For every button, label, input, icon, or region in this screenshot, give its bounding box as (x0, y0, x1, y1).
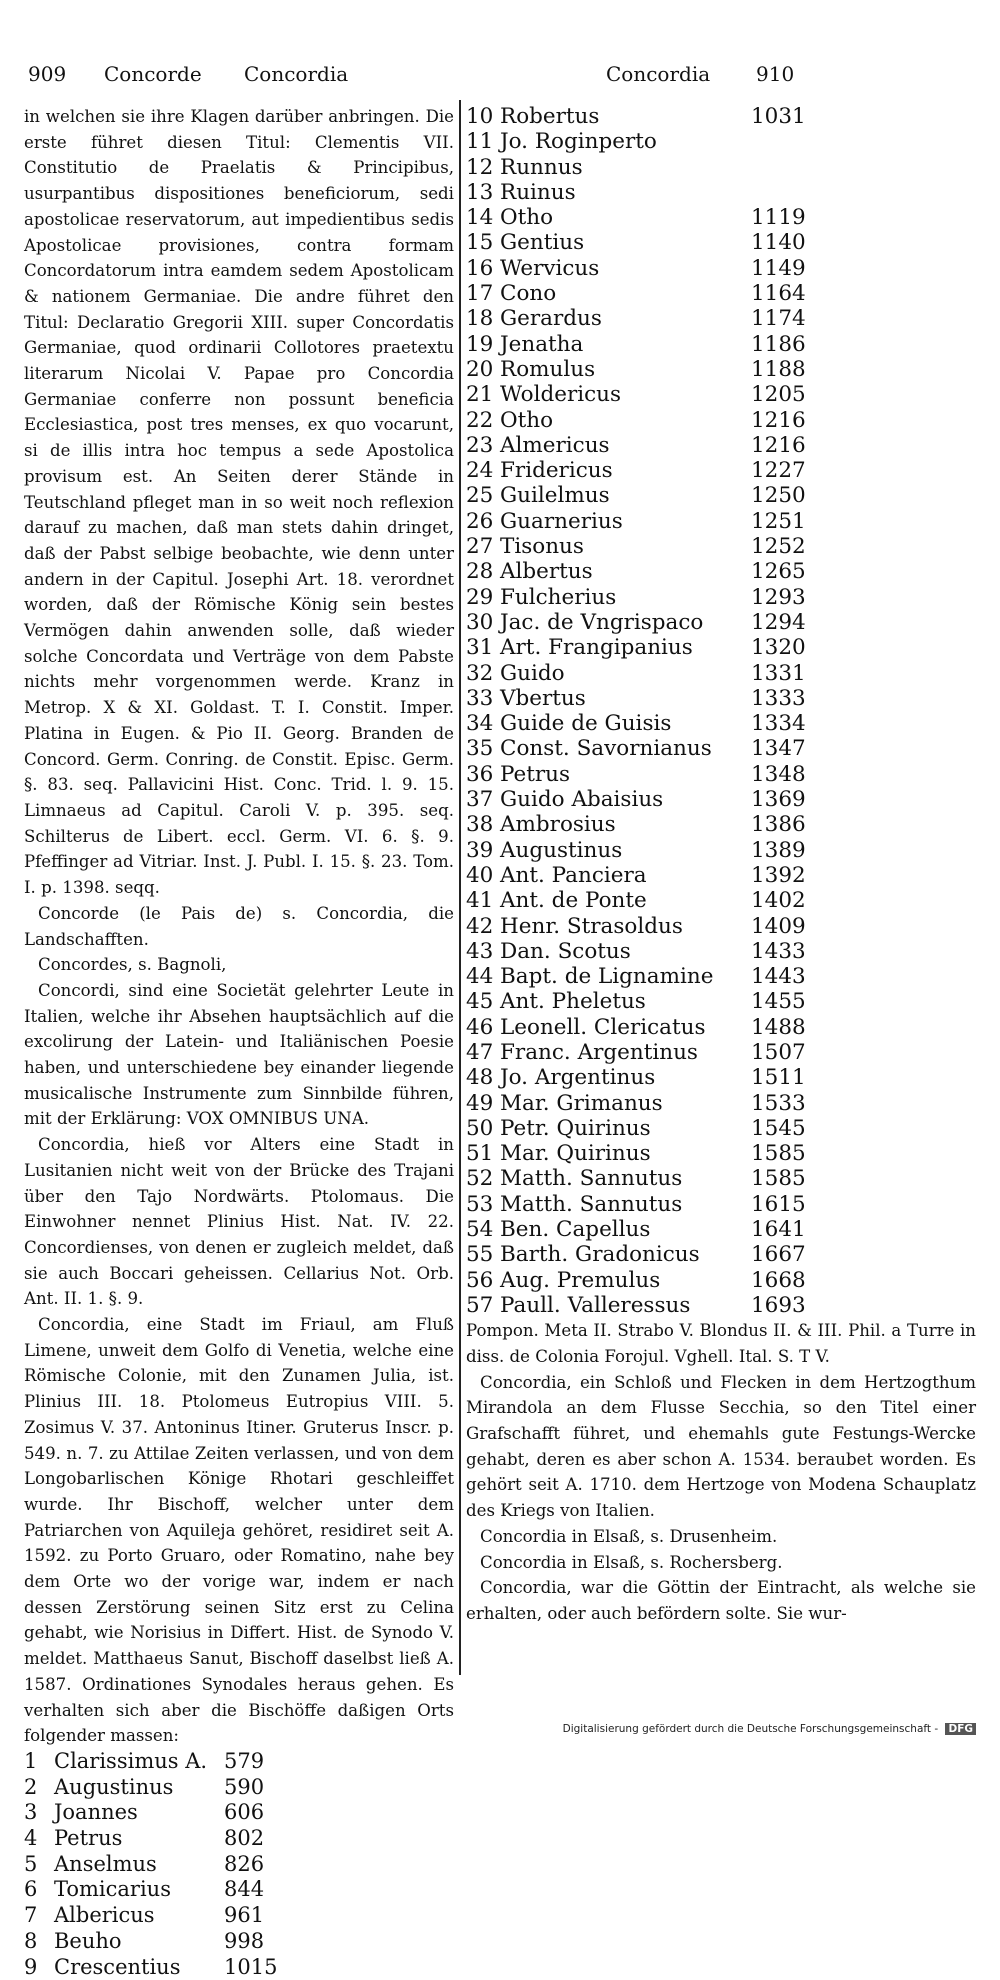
bishop-year: 1149 (751, 256, 806, 281)
bishop-number: 39 (466, 838, 500, 863)
bishop-number: 53 (466, 1192, 500, 1217)
bishop-year: 1369 (751, 787, 806, 812)
bishop-entry (466, 964, 976, 989)
bishop-year: 1409 (751, 914, 806, 939)
bishop-year: 1533 (751, 1091, 806, 1116)
bishop-entry (466, 230, 976, 255)
bishop-year: 1507 (751, 1040, 806, 1065)
bishop-number: 44 (466, 964, 500, 989)
bishop-name: Henr. Strasoldus (500, 914, 683, 939)
bishop-entry (466, 483, 976, 508)
bishop-year: 844 (224, 1877, 264, 1903)
bishop-number: 31 (466, 635, 500, 660)
bishop-name: Almericus (500, 433, 610, 458)
bishop-number: 5 (24, 1852, 54, 1878)
bishop-entry (24, 1903, 454, 1929)
bishop-name: Jac. de Vngrispaco (500, 610, 703, 635)
bishop-number: 46 (466, 1015, 500, 1040)
bishop-name: Augustinus (500, 838, 622, 863)
bishop-year: 998 (224, 1929, 264, 1955)
bishop-year: 606 (224, 1800, 264, 1826)
bishop-name: Barth. Gradonicus (500, 1242, 700, 1267)
bishop-name: Fridericus (500, 458, 613, 483)
header-word-middle: Concordia (244, 62, 348, 86)
bishop-number: 4 (24, 1826, 54, 1852)
bishop-number: 3 (24, 1800, 54, 1826)
bishop-number: 13 (466, 180, 500, 205)
bishop-entry (466, 1141, 976, 1166)
bishop-name: Otho (500, 408, 553, 433)
bishop-year: 1334 (751, 711, 806, 736)
bishop-name: Ambrosius (500, 812, 616, 837)
bishop-entry (466, 585, 976, 610)
bishop-name: Beuho (54, 1929, 122, 1953)
bishop-entry (466, 559, 976, 584)
bishop-number: 11 (466, 129, 500, 154)
bishop-name: Jo. Argentinus (500, 1065, 655, 1090)
bishop-number: 40 (466, 863, 500, 888)
bishop-number: 38 (466, 812, 500, 837)
bishop-number: 1 (24, 1749, 54, 1775)
bishop-name: Ant. de Ponte (500, 888, 647, 913)
bishop-entry (24, 1929, 454, 1955)
bishop-year: 1320 (751, 635, 806, 660)
bishop-entry (466, 661, 976, 686)
running-header (28, 62, 976, 92)
bishop-number: 36 (466, 762, 500, 787)
bishop-year: 1119 (751, 205, 806, 230)
bishop-name: Wervicus (500, 256, 599, 281)
paragraph-concordia-elsass-1: Concordia in Elsaß, s. Drusenheim. (466, 1524, 976, 1550)
bishop-number: 34 (466, 711, 500, 736)
bishop-entry (466, 1116, 976, 1141)
bishop-name: Albertus (500, 559, 593, 584)
bishop-number: 22 (466, 408, 500, 433)
bishop-name: Guido Abaisius (500, 787, 663, 812)
bishop-number: 47 (466, 1040, 500, 1065)
bishop-name: Vbertus (500, 686, 586, 711)
bishop-year: 579 (224, 1749, 264, 1775)
bishop-entry (466, 509, 976, 534)
bishop-number: 7 (24, 1903, 54, 1929)
bishop-number: 51 (466, 1141, 500, 1166)
bishop-number: 27 (466, 534, 500, 559)
paragraph-concordia-lusitania: Concordia, hieß vor Alters eine Stadt in Lusitanien nicht weit von der Brücke des Trajani über den Tajo Nordwärts. Ptolomaus. Die Einwohner nennet Plinius Hist. Nat. IV. 22. Concordienses, von denen er zugleich meldet, daß sie auch Boccari geheissen. Cellarius Not. Orb. Ant. II. 1. §. 9. (24, 1132, 454, 1312)
bishop-year: 1585 (751, 1166, 806, 1191)
bishop-year: 1250 (751, 483, 806, 508)
bishop-year: 1186 (751, 332, 806, 357)
bishop-entry (466, 711, 976, 736)
bishop-name: Tisonus (500, 534, 584, 559)
bishop-name: Ant. Pheletus (500, 989, 646, 1014)
bishop-entry (466, 205, 976, 230)
bishop-entry (466, 306, 976, 331)
bishop-year: 1015 (224, 1955, 277, 1980)
bishop-number: 21 (466, 382, 500, 407)
bishop-year: 826 (224, 1852, 264, 1878)
bishop-entry (466, 1091, 976, 1116)
bishop-name: Paull. Valleressus (500, 1293, 690, 1318)
bishop-entry (24, 1955, 454, 1980)
bishop-number: 30 (466, 610, 500, 635)
bishop-year: 1488 (751, 1015, 806, 1040)
bishop-entry (466, 104, 976, 129)
bishop-name: Augustinus (54, 1775, 173, 1799)
column-divider (459, 100, 461, 1675)
bishop-year: 1252 (751, 534, 806, 559)
bishop-year: 1615 (751, 1192, 806, 1217)
bishop-year: 1668 (751, 1268, 806, 1293)
bishop-number: 16 (466, 256, 500, 281)
bishop-number: 32 (466, 661, 500, 686)
bishop-name: Petr. Quirinus (500, 1116, 651, 1141)
bishop-number: 42 (466, 914, 500, 939)
bishop-year: 1216 (751, 433, 806, 458)
bishop-number: 25 (466, 483, 500, 508)
bishop-year: 1164 (751, 281, 806, 306)
page-number-right: 910 (756, 62, 794, 86)
bishop-year: 1216 (751, 408, 806, 433)
bishop-name: Jenatha (500, 332, 583, 357)
bishop-number: 14 (466, 205, 500, 230)
bishop-number: 29 (466, 585, 500, 610)
header-word-right: Concordia (606, 62, 710, 86)
bishop-number: 55 (466, 1242, 500, 1267)
bishop-number: 45 (466, 989, 500, 1014)
bishop-number: 26 (466, 509, 500, 534)
bishop-name: Runnus (500, 155, 583, 180)
bishop-name: Const. Savornianus (500, 736, 712, 761)
bishop-name: Matth. Sannutus (500, 1192, 682, 1217)
bishop-entry (466, 939, 976, 964)
bishop-year: 1455 (751, 989, 806, 1014)
bishop-year: 1331 (751, 661, 806, 686)
bishop-year: 1433 (751, 939, 806, 964)
bishop-year: 961 (224, 1903, 264, 1929)
bishop-entry (24, 1800, 454, 1826)
dfg-logo: DFG (945, 1723, 976, 1735)
bishop-name: Leonell. Clericatus (500, 1015, 706, 1040)
bishop-number: 18 (466, 306, 500, 331)
bishop-list-right (466, 104, 976, 1318)
bishop-entry (466, 382, 976, 407)
bishop-number: 17 (466, 281, 500, 306)
bishop-entry (466, 1065, 976, 1090)
bishop-entry (466, 888, 976, 913)
bishop-entry (24, 1826, 454, 1852)
bishop-number: 6 (24, 1877, 54, 1903)
paragraph-concordata: in welchen sie ihre Klagen darüber anbringen. Die erste führet diesen Titul: Clementis VII. Constitutio de Praelatis & Principibus, usurpantibus dispositiones beneficiorum, sedi apostolicae reservatorum, aut impedientibus sedis Apostolicae provisiones, contra formam Concordatorum intra eamdem sedem Apostolicam & nationem Germaniae. Die andre führet den Titul: Declaratio Gregorii XIII. super Concordatis Germaniae, quod ordinarii Collotores praetextu literarum Nicolai V. Papae pro Concordia Germaniae conferre non possunt beneficia Ecclesiastica, post tres menses, ex quo vocarunt, si de illis intra hoc tempus a sede Apostolica provisum est. An Seiten derer Stände in Teutschland pfleget man in so weit noch reflexion darauf zu machen, daß man stets dahin dringet, daß der Pabst selbige beobachte, wie denn unter andern in der Capitul. Josephi Art. 18. verordnet worden, daß der Römische König sein bestes Vermögen dahin anwenden solle, daß wieder solche Concordata und Verträge von dem Pabste nichts mehr vorgenommen werde. Kranz in Metrop. X & XI. Goldast. T. I. Constit. Imper. Platina in Eugen. & Pio II. Georg. Branden de Concord. Germ. Conring. de Constit. Episc. Germ. §. 83. seq. Pallavicini Hist. Conc. Trid. l. 9. 15. Limnaeus ad Capitul. Caroli V. p. 395. seq. Schilterus de Libert. eccl. Germ. VI. 6. §. 9. Pfeffinger ad Vitriar. Inst. J. Publ. I. 15. §. 23. Tom. I. p. 1398. seqq. (24, 104, 454, 901)
bishop-entry (466, 812, 976, 837)
bishop-year: 1031 (751, 104, 806, 129)
bishop-number: 20 (466, 357, 500, 382)
bishop-name: Aug. Premulus (500, 1268, 660, 1293)
bishop-number: 33 (466, 686, 500, 711)
bishop-year: 1443 (751, 964, 806, 989)
bishop-name: Mar. Quirinus (500, 1141, 651, 1166)
bishop-name: Jo. Roginperto (500, 129, 657, 154)
bishop-number: 56 (466, 1268, 500, 1293)
left-column (24, 104, 454, 1980)
bishop-year: 1227 (751, 458, 806, 483)
bishop-number: 48 (466, 1065, 500, 1090)
bishop-year: 1348 (751, 762, 806, 787)
bishop-entry (466, 686, 976, 711)
bishop-year: 1205 (751, 382, 806, 407)
bishop-entry (466, 281, 976, 306)
bishop-name: Dan. Scotus (500, 939, 631, 964)
bishop-entry (24, 1852, 454, 1878)
bishop-name: Petrus (54, 1826, 122, 1850)
bishop-entry (466, 458, 976, 483)
bishop-year: 1347 (751, 736, 806, 761)
bishop-number: 24 (466, 458, 500, 483)
paragraph-concordi: Concordi, sind eine Societät gelehrter Leute in Italien, welche ihr Absehen hauptsächlich auf die excolirung der Latein- und Italiänischen Poesie haben, und unterschiedene bey einander liegende musicalische Instrumente zum Sinnbilde führen, mit der Erklärung: VOX OMNIBUS UNA. (24, 978, 454, 1132)
bishop-entry (466, 762, 976, 787)
bishop-entry (466, 534, 976, 559)
bishop-name: Cono (500, 281, 556, 306)
bishop-name: Petrus (500, 762, 570, 787)
bishop-name: Joannes (54, 1800, 138, 1824)
bishop-name: Gerardus (500, 306, 602, 331)
bishop-year: 1585 (751, 1141, 806, 1166)
bishop-year: 1174 (751, 306, 806, 331)
bishop-number: 28 (466, 559, 500, 584)
bishop-name: Guilelmus (500, 483, 610, 508)
bishop-entry (466, 736, 976, 761)
bishop-year: 1402 (751, 888, 806, 913)
bishop-year: 1386 (751, 812, 806, 837)
header-word-left: Concorde (104, 62, 202, 86)
bishop-name: Ruinus (500, 180, 576, 205)
bishop-entry (466, 155, 976, 180)
bishop-entry (466, 129, 976, 154)
bishop-entry (24, 1877, 454, 1903)
bishop-number: 35 (466, 736, 500, 761)
paragraph-concordia-friaul: Concordia, eine Stadt im Friaul, am Fluß Limene, unweit dem Golfo di Venetia, welche eine Römische Colonie, mit den Zunamen Julia, ist. Plinius III. 18. Ptolomeus Eutropius VIII. 5. Zosimus V. 37. Antoninus Itiner. Gruterus Inscr. p. 549. n. 7. zu Attilae Zeiten verlassen, und von dem Longobarlischen Könige Rhotari geschleiffet wurde. Ihr Bischoff, welcher unter dem Patriarchen von Aquileja gehöret, residiret seit A. 1592. zu Porto Gruaro, oder Romatino, nahe bey dem Orte wo der vorige war, indem er nach dessen Zerstörung seinen Sitz erst zu Celina gehabt, wie Norisius in Differt. Hist. de Synodo V. meldet. Matthaeus Sanut, Bischoff daselbst ließ A. 1587. Ordinationes Synodales heraus gehen. Es verhalten sich aber die Bischöffe daßigen Orts folgender massen: (24, 1312, 454, 1749)
right-column (466, 104, 976, 1627)
bishop-entry (466, 1293, 976, 1318)
bishop-number: 54 (466, 1217, 500, 1242)
bishop-name: Guarnerius (500, 509, 623, 534)
bishop-entry (466, 1015, 976, 1040)
paragraph-concordia-goettin: Concordia, war die Göttin der Eintracht, als welche sie erhalten, oder auch befördern solte. Sie wur- (466, 1575, 976, 1626)
bishop-year: 1333 (751, 686, 806, 711)
bishop-entry (466, 408, 976, 433)
bishop-entry (466, 357, 976, 382)
paragraph-concordia-mirandola: Concordia, ein Schloß und Flecken in dem Hertzogthum Mirandola an dem Flusse Secchia, so den Titel einer Grafschafft führet, und ehemahls gute Festungs-Wercke gehabt, deren es aber schon A. 1534. beraubet worden. Es gehört seit A. 1710. dem Hertzoge von Modena Schauplatz des Kriegs von Italien. (466, 1370, 976, 1524)
bishop-year: 1641 (751, 1217, 806, 1242)
bishop-name: Robertus (500, 104, 599, 129)
bishop-number: 41 (466, 888, 500, 913)
bishop-name: Woldericus (500, 382, 621, 407)
bishop-name: Gentius (500, 230, 584, 255)
bishop-entry (466, 256, 976, 281)
bishop-number: 9 (24, 1955, 54, 1980)
bishop-entry (466, 1040, 976, 1065)
bishop-name: Ben. Capellus (500, 1217, 650, 1242)
bishop-name: Clarissimus A. (54, 1749, 207, 1773)
bishop-name: Bapt. de Lignamine (500, 964, 713, 989)
bishop-year: 1294 (751, 610, 806, 635)
bishop-number: 52 (466, 1166, 500, 1191)
bishop-year: 1188 (751, 357, 806, 382)
bishop-name: Mar. Grimanus (500, 1091, 663, 1116)
digitization-footer (563, 1723, 976, 1735)
paragraph-concordia-elsass-2: Concordia in Elsaß, s. Rochersberg. (466, 1550, 976, 1576)
bishop-entry (466, 787, 976, 812)
bishop-entry (466, 332, 976, 357)
bishop-number: 19 (466, 332, 500, 357)
bishop-name: Fulcherius (500, 585, 616, 610)
bishop-year: 1511 (751, 1065, 806, 1090)
bishop-name: Albericus (54, 1903, 155, 1927)
bishop-number: 50 (466, 1116, 500, 1141)
bishop-entry (466, 433, 976, 458)
paragraph-concordes: Concordes, s. Bagnoli, (24, 952, 454, 978)
bishop-name: Ant. Panciera (500, 863, 647, 888)
bishop-year: 590 (224, 1775, 264, 1801)
paragraph-concorde-pais: Concorde (le Pais de) s. Concordia, die Landschafften. (24, 901, 454, 952)
bishop-entry (466, 180, 976, 205)
bishop-number: 12 (466, 155, 500, 180)
bishop-year: 1140 (751, 230, 806, 255)
bishop-year: 1293 (751, 585, 806, 610)
bishop-number: 23 (466, 433, 500, 458)
bishop-number: 10 (466, 104, 500, 129)
bishop-name: Romulus (500, 357, 595, 382)
bishop-name: Crescentius (54, 1955, 180, 1979)
bishop-name: Guide de Guisis (500, 711, 671, 736)
bishop-entry (466, 914, 976, 939)
bishop-name: Matth. Sannutus (500, 1166, 682, 1191)
bishop-year: 1545 (751, 1116, 806, 1141)
bishop-entry (466, 1192, 976, 1217)
bishop-entry (24, 1749, 454, 1775)
bishop-entry (24, 1775, 454, 1801)
bishop-year: 1667 (751, 1242, 806, 1267)
bishop-number: 15 (466, 230, 500, 255)
footer-text: Digitalisierung gefördert durch die Deutsche Forschungsgemeinschaft - (563, 1723, 939, 1735)
bishop-list-left (24, 1749, 454, 1980)
bishop-year: 1392 (751, 863, 806, 888)
bishop-entry (466, 1242, 976, 1267)
bishop-number: 2 (24, 1775, 54, 1801)
bishop-name: Otho (500, 205, 553, 230)
bishop-name: Tomicarius (54, 1877, 171, 1901)
bishop-name: Anselmus (54, 1852, 157, 1876)
bishop-number: 49 (466, 1091, 500, 1116)
paragraph-sources: Pompon. Meta II. Strabo V. Blondus II. & III. Phil. a Turre in diss. de Colonia Forojul. Vghell. Ital. S. T V. (466, 1318, 976, 1369)
bishop-entry (466, 1268, 976, 1293)
bishop-number: 57 (466, 1293, 500, 1318)
bishop-year: 802 (224, 1826, 264, 1852)
bishop-year: 1251 (751, 509, 806, 534)
bishop-name: Franc. Argentinus (500, 1040, 698, 1065)
bishop-entry (466, 1166, 976, 1191)
bishop-number: 43 (466, 939, 500, 964)
bishop-entry (466, 863, 976, 888)
bishop-entry (466, 635, 976, 660)
bishop-year: 1265 (751, 559, 806, 584)
bishop-year: 1389 (751, 838, 806, 863)
bishop-name: Guido (500, 661, 565, 686)
bishop-number: 8 (24, 1929, 54, 1955)
bishop-year: 1693 (751, 1293, 806, 1318)
bishop-number: 37 (466, 787, 500, 812)
bishop-entry (466, 989, 976, 1014)
bishop-entry (466, 610, 976, 635)
bishop-name: Art. Frangipanius (500, 635, 693, 660)
bishop-entry (466, 838, 976, 863)
page-number-left: 909 (28, 62, 66, 86)
bishop-entry (466, 1217, 976, 1242)
